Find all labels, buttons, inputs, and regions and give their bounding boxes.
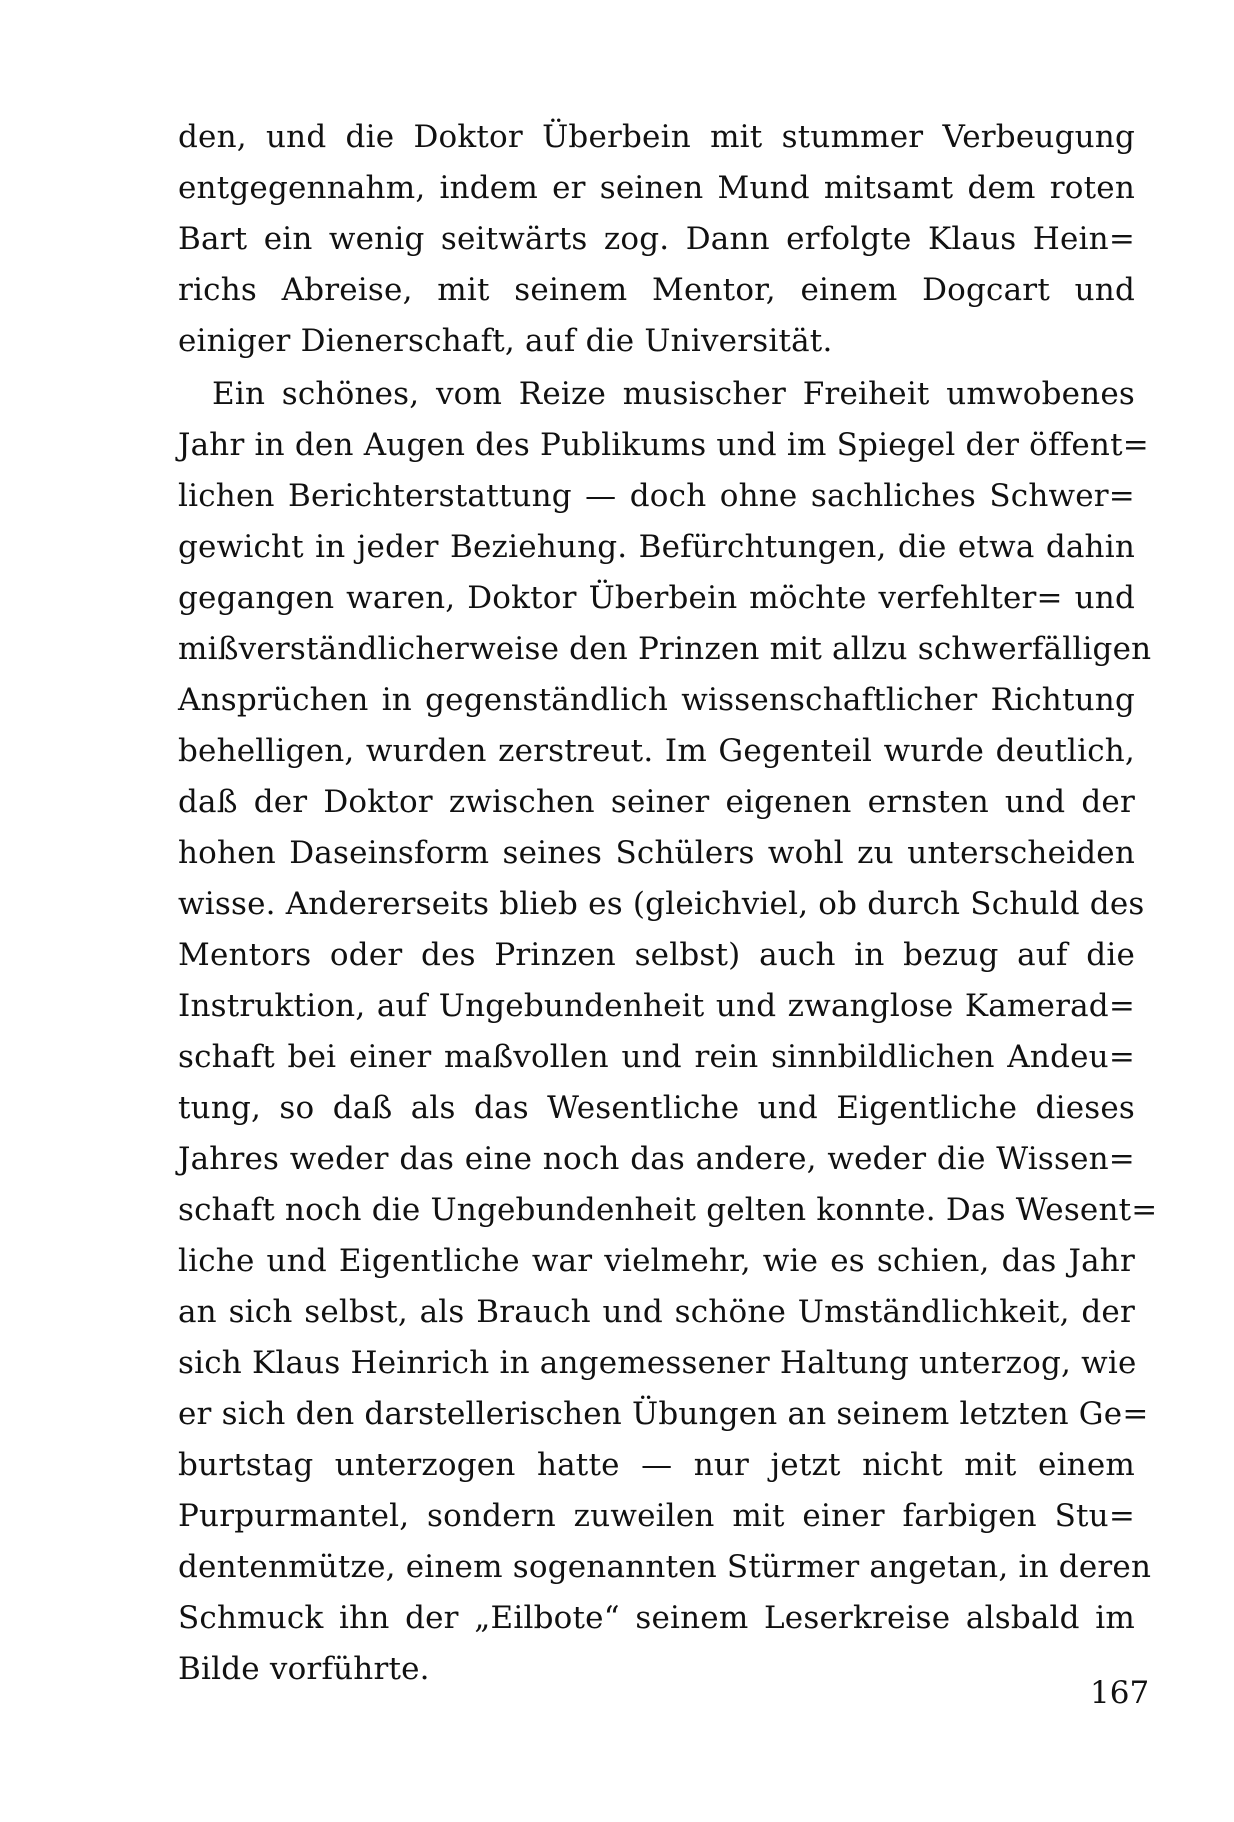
- text-line: tung, so daß als das Wesentliche und Eigentliche dieses: [178, 1090, 1135, 1126]
- text-line: schaft bei einer maßvollen und rein sinnbildlichen Andeu=: [178, 1039, 1135, 1075]
- text-line: liche und Eigentliche war vielmehr, wie es schien, das Jahr: [178, 1243, 1135, 1279]
- text-line: Instruktion, auf Ungebundenheit und zwanglose Kamerad=: [178, 988, 1135, 1024]
- text-line: dentenmütze, einem sogenannten Stürmer angetan, in deren: [178, 1549, 1152, 1585]
- text-line: mißverständlicherweise den Prinzen mit allzu schwerfälligen: [178, 631, 1152, 667]
- text-line: er sich den darstellerischen Übungen an seinem letzten Ge=: [178, 1396, 1149, 1432]
- text-line: sich Klaus Heinrich in angemessener Haltung unterzog, wie: [178, 1345, 1137, 1381]
- text-line: Jahres weder das eine noch das andere, weder die Wissen=: [178, 1141, 1135, 1177]
- text-line: den, und die Doktor Überbein mit stummer Verbeugung: [178, 119, 1135, 155]
- text-line: einiger Dienerschaft, auf die Universität.: [178, 323, 833, 359]
- text-line: wisse. Andererseits blieb es (gleichviel, ob durch Schuld des: [178, 886, 1145, 922]
- text-line: Ein schönes, vom Reize musischer Freiheit umwobenes: [212, 376, 1135, 412]
- text-line: Schmuck ihn der „Eilbote“ seinem Leserkreise alsbald im: [178, 1600, 1135, 1636]
- text-line: schaft noch die Ungebundenheit gelten konnte. Das Wesent=: [178, 1192, 1158, 1228]
- page-number: 167: [1090, 1675, 1150, 1711]
- text-line: behelligen, wurden zerstreut. Im Gegenteil wurde deutlich,: [178, 733, 1135, 769]
- text-line: Purpurmantel, sondern zuweilen mit einer farbigen Stu=: [178, 1498, 1135, 1534]
- text-line: burtstag unterzogen hatte — nur jetzt nicht mit einem: [178, 1447, 1135, 1483]
- text-line: Mentors oder des Prinzen selbst) auch in bezug auf die: [178, 937, 1135, 973]
- paragraph-1: [178, 112, 1135, 367]
- text-line: gegangen waren, Doktor Überbein möchte verfehlter= und: [178, 580, 1135, 616]
- text-line: richs Abreise, mit seinem Mentor, einem Dogcart und: [178, 272, 1135, 308]
- text-line: Jahr in den Augen des Publikums und im Spiegel der öffent=: [178, 427, 1149, 463]
- text-line: Bilde vorführte.: [178, 1651, 430, 1687]
- text-line: Bart ein wenig seitwärts zog. Dann erfolgte Klaus Hein=: [178, 221, 1135, 257]
- text-line: entgegennahm, indem er seinen Mund mitsamt dem roten: [178, 170, 1135, 206]
- text-line: gewicht in jeder Beziehung. Befürchtungen, die etwa dahin: [178, 529, 1135, 565]
- text-line: hohen Daseinsform seines Schülers wohl zu unterscheiden: [178, 835, 1135, 871]
- text-line: Ansprüchen in gegenständlich wissenschaftlicher Richtung: [178, 682, 1135, 718]
- text-line: lichen Berichterstattung — doch ohne sachliches Schwer=: [178, 478, 1135, 514]
- text-line: an sich selbst, als Brauch und schöne Umständlichkeit, der: [178, 1294, 1135, 1330]
- text-line: daß der Doktor zwischen seiner eigenen ernsten und der: [178, 784, 1135, 820]
